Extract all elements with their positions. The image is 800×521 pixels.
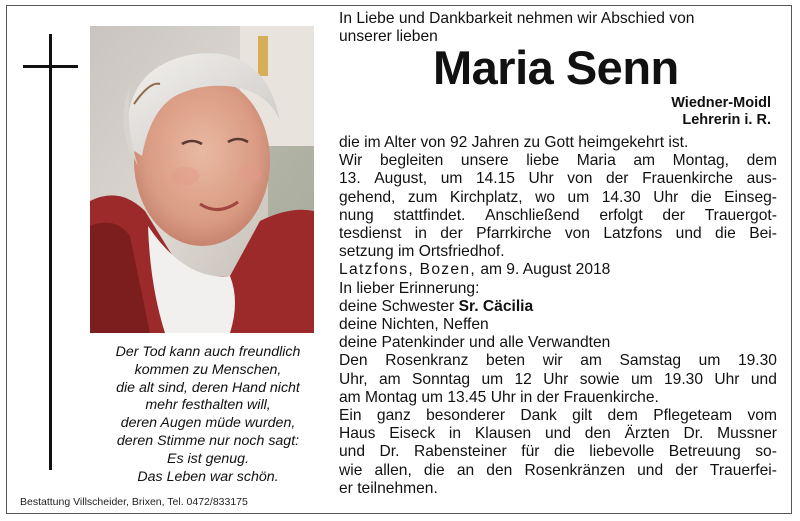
- word: Uhr: [653, 188, 679, 206]
- word: besonderer: [426, 407, 506, 425]
- word: Pflegeteam: [653, 407, 733, 425]
- thanks-paragraph: [339, 407, 777, 498]
- word: Latzfons: [603, 225, 663, 243]
- sister-name: Sr. Cäcilia: [458, 297, 534, 315]
- word: beten: [486, 352, 526, 370]
- memory-heading: In lieber Erinnerung:: [339, 279, 480, 297]
- word: um: [481, 370, 504, 388]
- portrait-photo: [90, 26, 314, 333]
- word: wie: [339, 461, 363, 479]
- poem-line: deren Augen müde wurden,: [120, 415, 296, 432]
- poem-line: deren Stimme nur noch sagt:: [116, 432, 300, 449]
- profession: Lehrerin i. R.: [682, 112, 771, 128]
- word: der: [662, 206, 685, 224]
- justified-line: [339, 462, 777, 480]
- word: und: [675, 225, 702, 243]
- word: um: [630, 370, 653, 388]
- poem-line: Es ist genug.: [166, 450, 250, 467]
- word: Trauerfei-: [709, 461, 777, 479]
- justified-line: [339, 407, 777, 425]
- date-place: Latzfons, Bozen,: [339, 261, 476, 279]
- word: 12: [514, 370, 532, 388]
- word: um: [567, 188, 590, 206]
- word: die: [553, 443, 575, 461]
- poem-line: die alt sind, deren Hand nicht: [116, 379, 300, 396]
- word: Betreuung: [668, 443, 741, 461]
- word: gehend,: [339, 188, 396, 206]
- word: 14.15: [475, 170, 515, 188]
- word: Kirchplatz,: [449, 188, 523, 206]
- word: und: [637, 461, 664, 479]
- word: die: [423, 461, 445, 479]
- intro-line: In Liebe und Dankbarkeit nehmen wir Abschied von: [339, 10, 695, 27]
- word: 19.30: [663, 370, 704, 388]
- word: allen,: [374, 461, 412, 479]
- word: Frauenkirche: [642, 170, 734, 188]
- word: wir: [542, 352, 563, 370]
- word: Haus: [339, 425, 376, 443]
- word: Dr.: [379, 443, 400, 461]
- word: 19.30: [737, 352, 777, 370]
- deceased-name: Maria Senn: [433, 41, 679, 94]
- word: Einseg-: [724, 188, 777, 206]
- word: von: [567, 170, 593, 188]
- word: dem: [746, 152, 777, 170]
- justified-line: [339, 207, 777, 225]
- justified-line: [339, 152, 777, 170]
- word: Trauergot-: [704, 206, 777, 224]
- word: vom: [747, 407, 777, 425]
- word: zum: [407, 188, 438, 206]
- word: Samstag: [619, 352, 682, 370]
- word: Klausen: [474, 425, 532, 443]
- word: Rabensteiner: [413, 443, 507, 461]
- word: Bei-: [749, 225, 777, 243]
- word: der: [675, 461, 698, 479]
- word: ganz: [376, 407, 411, 425]
- poem-line: Das Leben war schön.: [137, 468, 279, 485]
- notice-body: [339, 134, 777, 498]
- word: wo: [535, 188, 556, 206]
- word: Uhr: [528, 170, 554, 188]
- paragraph-last-line: er teilnehmen.: [339, 479, 438, 497]
- justified-line: [339, 225, 777, 243]
- intro-line: unserer lieben: [339, 28, 438, 45]
- relatives-line: deine Nichten, Neffen: [339, 316, 489, 334]
- justified-line: [339, 425, 777, 443]
- word: Rosenkranz: [385, 352, 469, 370]
- word: in: [414, 225, 427, 243]
- word: um: [440, 170, 463, 188]
- word: die: [715, 225, 736, 243]
- word: Mussner: [717, 425, 777, 443]
- word: Rosenkränzen: [524, 461, 625, 479]
- word: Den: [339, 352, 368, 370]
- word: am: [580, 352, 602, 370]
- paragraph-last-line: am Montag um 13.45 Uhr in der Frauenkirche.: [339, 388, 659, 406]
- word: um: [698, 352, 721, 370]
- funeral-home-credit: Bestattung Villscheider, Brixen, Tel. 0472/833175: [20, 496, 248, 508]
- poem-line: Der Tod kann auch freundlich: [115, 344, 301, 360]
- word: 13.: [339, 170, 361, 188]
- rosary-paragraph: [339, 352, 777, 407]
- justified-line: [339, 189, 777, 207]
- word: liebe: [526, 152, 560, 170]
- poem: [70, 344, 346, 486]
- word: erfolgt: [599, 206, 643, 224]
- word: der: [605, 170, 629, 188]
- word: Uhr,: [339, 370, 368, 388]
- sister-line: [339, 298, 777, 316]
- word: Montag,: [672, 152, 730, 170]
- word: in: [448, 425, 462, 443]
- word: Dank: [520, 407, 557, 425]
- word: und: [339, 443, 366, 461]
- justified-line: [339, 371, 777, 389]
- word: Ärzten: [624, 425, 670, 443]
- word: begleiten: [380, 152, 444, 170]
- poem-line: mehr festhalten will,: [145, 397, 271, 414]
- word: Dr.: [683, 425, 704, 443]
- word: Uhr: [714, 370, 740, 388]
- word: der: [440, 225, 463, 243]
- word: an: [456, 461, 475, 479]
- word: Maria: [576, 152, 616, 170]
- word: Pfarrkirche: [476, 225, 552, 243]
- date-line: [339, 261, 777, 279]
- word: tesdienst: [339, 225, 402, 243]
- word: Wir: [339, 152, 363, 170]
- date-value: am 9. August 2018: [480, 261, 611, 279]
- word: gilt: [572, 407, 593, 425]
- word: Uhr: [543, 370, 569, 388]
- word: den: [486, 461, 513, 479]
- word: unsere: [460, 152, 509, 170]
- word: die: [690, 188, 712, 206]
- word: Ein: [339, 407, 362, 425]
- word: nung: [339, 206, 374, 224]
- sister-prefix: deine Schwester: [339, 297, 455, 315]
- word: sowie: [579, 370, 620, 388]
- word: stattfindet.: [393, 206, 466, 224]
- word: Eiseck: [389, 425, 436, 443]
- relatives-line: deine Patenkinder und alle Verwandten: [339, 334, 611, 352]
- maiden-name: Wiedner-Moidl: [671, 95, 771, 111]
- justified-line: [339, 352, 777, 370]
- word: am: [633, 152, 656, 170]
- paragraph-last-line: setzung im Ortsfriedhof.: [339, 243, 505, 261]
- word: liebevolle: [589, 443, 655, 461]
- poem-line: kommen zu Menschen,: [134, 361, 282, 378]
- justified-line: [339, 443, 777, 461]
- word: so-: [755, 443, 777, 461]
- word: Sonntag: [412, 370, 471, 388]
- justified-line: [339, 170, 777, 188]
- word: von: [564, 225, 591, 243]
- word: am: [378, 370, 401, 388]
- word: 14.30: [601, 188, 641, 206]
- word: aus-: [746, 170, 777, 188]
- word: dem: [607, 407, 638, 425]
- age-line: die im Alter von 92 Jahren zu Gott heimgekehrt ist.: [339, 134, 689, 151]
- word: und: [544, 425, 571, 443]
- word: den: [584, 425, 611, 443]
- word: für: [521, 443, 540, 461]
- funeral-paragraph: [339, 152, 777, 261]
- word: Anschließend: [485, 206, 580, 224]
- word: und: [750, 370, 777, 388]
- word: August,: [374, 170, 428, 188]
